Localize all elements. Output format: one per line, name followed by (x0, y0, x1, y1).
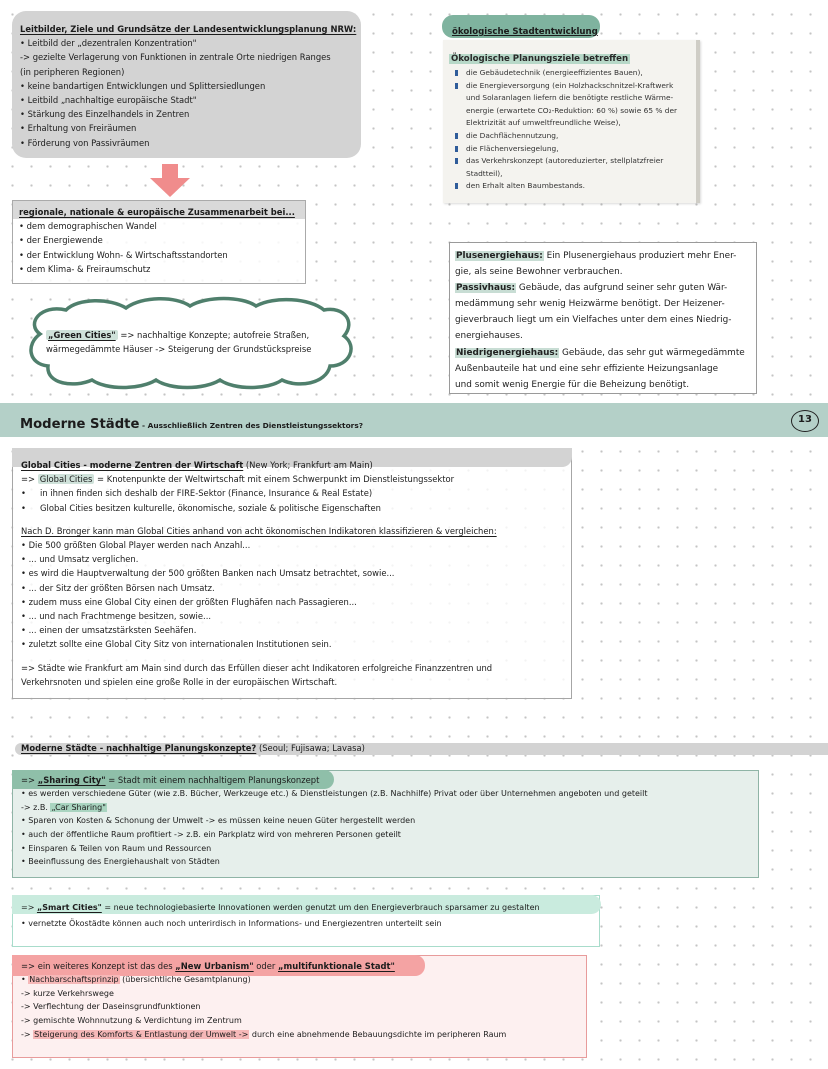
indicator-line: • ... und Umsatz verglichen. (21, 554, 139, 565)
urbanism-line: -> kurze Verkehrswege (21, 988, 114, 998)
banner-subtitle: - Ausschließlich Zentren des Dienstleistungssektors? (139, 421, 364, 430)
global-conclusion: Verkehrsnoten und spielen eine große Rolle in der europäischen Wirtschaft. (21, 676, 338, 687)
smart-line: • vernetzte Ökostädte können auch noch unterirdisch in Informations- und Energiezentren unterteilt sein (21, 918, 442, 928)
nachbarschaftsprinzip-term: Nachbarschaftsprinzip (29, 975, 119, 985)
smart-cities-term: „Smart Cities" (36, 903, 102, 912)
urbanism-prefix: => ein weiteres Konzept ist das des (21, 961, 176, 971)
multifunktionale-stadt-term: „multifunktionale Stadt" (278, 961, 395, 971)
global-conclusion: => Städte wie Frankfurt am Main sind durch das Erfüllen dieser acht Indikatoren erfolgreiche Finanzzentren und (21, 662, 493, 673)
sharing-city-term: „Sharing City" (37, 775, 106, 785)
green-cities-line: wärmegedämmte Häuser -> Steigerung der Grundstückspreise (46, 344, 312, 355)
urbanism-line: -> Verflechtung der Daseinsgrundfunktionen (21, 1002, 201, 1012)
global-bullet: in ihnen finden sich deshalb der FIRE-Sektor (Finance, Insurance & Real Estate) (40, 488, 373, 499)
zusammenarbeit-line: • der Energiewende (19, 235, 103, 246)
oeko-list-item (449, 105, 688, 118)
oeko-list-item (449, 155, 688, 168)
oeko-list-text: die Gebäudetechnik (energieeffizientes Bauen), (466, 68, 643, 77)
list-marker-icon (455, 70, 458, 76)
niedrigenergiehaus-text: und somit wenig Energie für die Beheizung benötigt. (455, 379, 690, 390)
niedrigenergiehaus-term: Niedrigenergiehaus: (456, 347, 559, 358)
indicator-line: • ... einen der umsatzstärksten Seehäfen. (21, 625, 197, 636)
oeko-list-text: Stadtteil), (466, 168, 503, 178)
sharing-line: • es werden verschiedene Güter (wie z.B. Bücher, Werkzeuge etc.) & Dienstleistungen (z.B. Nachhilfe) Privat oder über Unternehmen angeboten und geteilt (21, 789, 648, 799)
oeko-list-text: die Flächenversiegelung, (466, 143, 559, 153)
section2-heading (21, 741, 365, 755)
oeko-list-item (449, 117, 688, 130)
leitbilder-line: -> gezielte Verlagerung von Funktionen in zentrale Orte niedrigen Ranges (20, 52, 331, 63)
section2-title: Moderne Städte - nachhaltige Planungskonzepte? (21, 743, 257, 753)
smart-cities-box (12, 895, 600, 947)
green-cities-term: „Green Cities" (48, 330, 116, 340)
oeko-list-item (449, 130, 688, 143)
sharing-city-definition: = Stadt mit einem nachhaltigem Planungskonzept (105, 775, 320, 785)
indicator-line: • zudem muss eine Global City einen der größten Flughäfen nach Passagieren... (21, 596, 357, 607)
global-cities-title: Global Cities - moderne Zentren der Wirtschaft (21, 460, 244, 470)
arrow-prefix: => (21, 775, 38, 785)
list-marker-icon (455, 83, 458, 89)
passivhaus-term: Passivhaus: (456, 283, 516, 294)
nachbarschaftsprinzip-text: (übersichtliche Gesamtplanung) (119, 975, 251, 985)
leitbilder-line: • Stärkung des Einzelhandels in Zentren (20, 109, 190, 120)
sharing-line: • auch der öffentliche Raum profitiert -> z.B. ein Parkplatz wird von mehreren Personen geteilt (21, 829, 401, 839)
list-marker-icon (455, 158, 458, 164)
passivhaus-text: gieverbrauch liegt um ein Vielfaches unter dem eines Niedrig- (455, 315, 732, 326)
urbanism-last-text: durch eine abnehmende Bebauungsdichte im peripheren Raum (249, 1029, 507, 1039)
global-cities-term: Global Cities (39, 474, 93, 485)
oeko-list-text: den Erhalt alten Baumbestands. (466, 181, 585, 191)
oeko-list-item (449, 92, 688, 105)
oeko-list-text: das Verkehrskonzept (autoreduzierter, stellplatzfreier (466, 156, 664, 166)
niedrigenergiehaus-text: Außenbauteile hat und eine sehr effiziente Heizungsanlage (455, 363, 719, 374)
leitbilder-box (12, 11, 361, 158)
zusammenarbeit-box (12, 200, 306, 284)
oeko-list-text: energie (erwartete CO₂-Reduktion: 60 %) sowie 65 % der (466, 105, 678, 115)
list-marker-icon (455, 133, 458, 139)
zusammenarbeit-title: regionale, nationale & europäische Zusammenarbeit bei... (13, 201, 305, 219)
oeko-list-text: die Energieversorgung (ein Holzhackschnitzel-Kraftwerk (466, 80, 674, 90)
leitbilder-line: • Erhaltung von Freiräumen (20, 123, 137, 134)
arrow-down-icon (149, 164, 191, 198)
oeko-list-item (449, 143, 688, 156)
new-urbanism-box (12, 955, 587, 1058)
green-cities-note (46, 328, 311, 356)
oeko-list-item (449, 67, 688, 80)
sharing-city-box (12, 770, 759, 878)
urbanism-highlight: Steigerung des Komforts & Entlastung der Umwelt -> (34, 1029, 249, 1039)
page-number: 13 (791, 410, 819, 432)
new-urbanism-term: „New Urbanism" (175, 961, 254, 971)
leitbilder-title: Leitbilder, Ziele und Grundsätze der Landesentwicklungsplanung NRW: (20, 24, 357, 34)
global-cities-examples: (New York; Frankfurt am Main) (243, 460, 373, 470)
indicator-line: • ... und nach Frachtmenge besitzen, sowie... (21, 611, 212, 622)
zusammenarbeit-line: • dem demographischen Wandel (19, 221, 157, 232)
global-cities-box: Global Cities - moderne Zentren der Wirtschaft (New York; Frankfurt am Main) => Global Cities = Knotenpunkte der Weltwirtschaft mit einem Schwerpunkt im Dienstleistungssektor • in ihnen finden sich deshalb der FIRE-Sektor (Finance, Insurance & Real Estate) • Global Cities besitzen kulturelle, ökonomische, soziale & politische Eigenschaften Nach D. Bronger kann man Global Cities anhand von acht ökonomischen Indikatoren klassifizieren & vergleichen: • Die 500 größten Global Player werden nach Anzahl... • ... und Umsatz verglichen. • es wird die Hauptverwaltung der 500 größten Banken nach Umsatz betrachtet, sowie... • ... der Sitz der größten Börsen nach Umsatz. • zudem muss eine Global City einen der größten Flughäfen nach Passagieren... • ... und nach Frachtmenge besitzen, sowie... • ... einen der umsatzstärksten Seehäfen. • zuletzt sollte eine Global City Sitz von internationalen Institutionen sein. => Städte wie Frankfurt am Main sind durch das Erfüllen dieser acht Indikatoren erfolgreiche Finanzzentren und Verkehrsnoten und spielen eine große Rolle in der europäischen Wirtschaft. (12, 448, 572, 699)
oeko-list-text: die Dachflächennutzung, (466, 130, 559, 140)
oeko-list-item (449, 168, 688, 181)
sharing-line: • Beeinflussung des Energiehaushalt von Städten (21, 857, 220, 867)
sharing-example-prefix: -> z.B. (21, 802, 51, 812)
passivhaus-text: Gebäude, das aufgrund seiner sehr guten Wär- (516, 283, 728, 294)
bullet: • (21, 975, 29, 985)
oeko-list-text: und Solaranlagen liefern die benötigte restliche Wärme- (466, 93, 674, 103)
plusenergiehaus-text: Ein Plusenergiehaus produziert mehr Ener- (543, 251, 737, 261)
green-cities-def: => nachhaltige Konzepte; autofreie Straßen, (117, 330, 310, 340)
bronger-heading: Nach D. Bronger kann man Global Cities anhand von acht ökonomischen Indikatoren klassifizieren & vergleichen: (21, 525, 497, 536)
banner-title: Moderne Städte (20, 417, 140, 432)
leitbilder-line: • Leitbild der „dezentralen Konzentration" (20, 38, 197, 49)
indicator-line: • ... der Sitz der größten Börsen nach Umsatz. (21, 582, 215, 593)
urbanism-conjunction: oder (253, 961, 278, 971)
indicator-line: • zuletzt sollte eine Global City Sitz von internationalen Institutionen sein. (21, 639, 332, 650)
sharing-line: • Einsparen & Teilen von Raum und Ressourcen (21, 843, 212, 853)
energiehaus-definitions (449, 242, 757, 394)
arrow-prefix: => (21, 474, 38, 485)
smart-cities-definition: = neue technologiebasierte Innovationen werden genutzt um den Energieverbrauch sparsamer zu gestalten (101, 903, 540, 912)
oeko-title-pill (442, 15, 600, 38)
passivhaus-text: energiehauses. (455, 331, 523, 342)
global-cities-definition: = Knotenpunkte der Weltwirtschaft mit einem Schwerpunkt im Dienstleistungssektor (94, 474, 455, 485)
car-sharing-term: „Car Sharing" (51, 802, 106, 812)
oeko-title: ökologische Stadtentwicklung (452, 27, 598, 37)
oeko-list-text: Elektrizität auf umweltfreundliche Weise), (466, 118, 621, 128)
plusenergiehaus-term: Plusenergiehaus: (456, 251, 543, 261)
global-bullet: Global Cities besitzen kulturelle, ökonomische, soziale & politische Eigenschaften (40, 502, 381, 513)
sharing-line: • Sparen von Kosten & Schonung der Umwelt -> es müssen keine neuen Güter hergestellt werden (21, 816, 416, 826)
section2-examples: (Seoul; Fujisawa; Lavasa) (256, 743, 365, 753)
passivhaus-text: medämmung sehr wenig Heizwärme benötigt. Der Heizener- (455, 299, 725, 310)
list-marker-icon (455, 183, 458, 189)
leitbilder-line: • Förderung von Passivräumen (20, 137, 150, 148)
oeko-list-item (449, 80, 688, 93)
textbook-excerpt (443, 40, 700, 203)
oeko-subtitle: Ökologische Planungsziele betreffen (451, 54, 629, 64)
indicator-line: • es wird die Hauptverwaltung der 500 größten Banken nach Umsatz betrachtet, sowie... (21, 568, 395, 579)
arrow-prefix: => (21, 903, 37, 912)
urbanism-line: -> gemischte Wohnnutzung & Verdichtung im Zentrum (21, 1015, 242, 1025)
arrow-prefix: -> (21, 1029, 34, 1039)
section-banner (0, 403, 828, 437)
zusammenarbeit-line: • dem Klima- & Freiraumschutz (19, 263, 151, 274)
indicator-line: • Die 500 größten Global Player werden nach Anzahl... (21, 540, 251, 551)
leitbilder-line: • keine bandartigen Entwicklungen und Splittersiedlungen (20, 80, 266, 91)
zusammenarbeit-line: • der Entwicklung Wohn- & Wirtschaftsstandorten (19, 249, 228, 260)
oeko-list (449, 67, 688, 193)
list-marker-icon (455, 146, 458, 152)
leitbilder-line: (in peripheren Regionen) (20, 66, 125, 77)
leitbilder-line: • Leitbild „nachhaltige europäische Stadt" (20, 95, 197, 106)
niedrigenergiehaus-text: Gebäude, das sehr gut wärmegedämmte (559, 347, 745, 358)
oeko-list-item (449, 180, 688, 193)
plusenergiehaus-text: gie, als seine Bewohner verbrauchen. (455, 267, 623, 278)
